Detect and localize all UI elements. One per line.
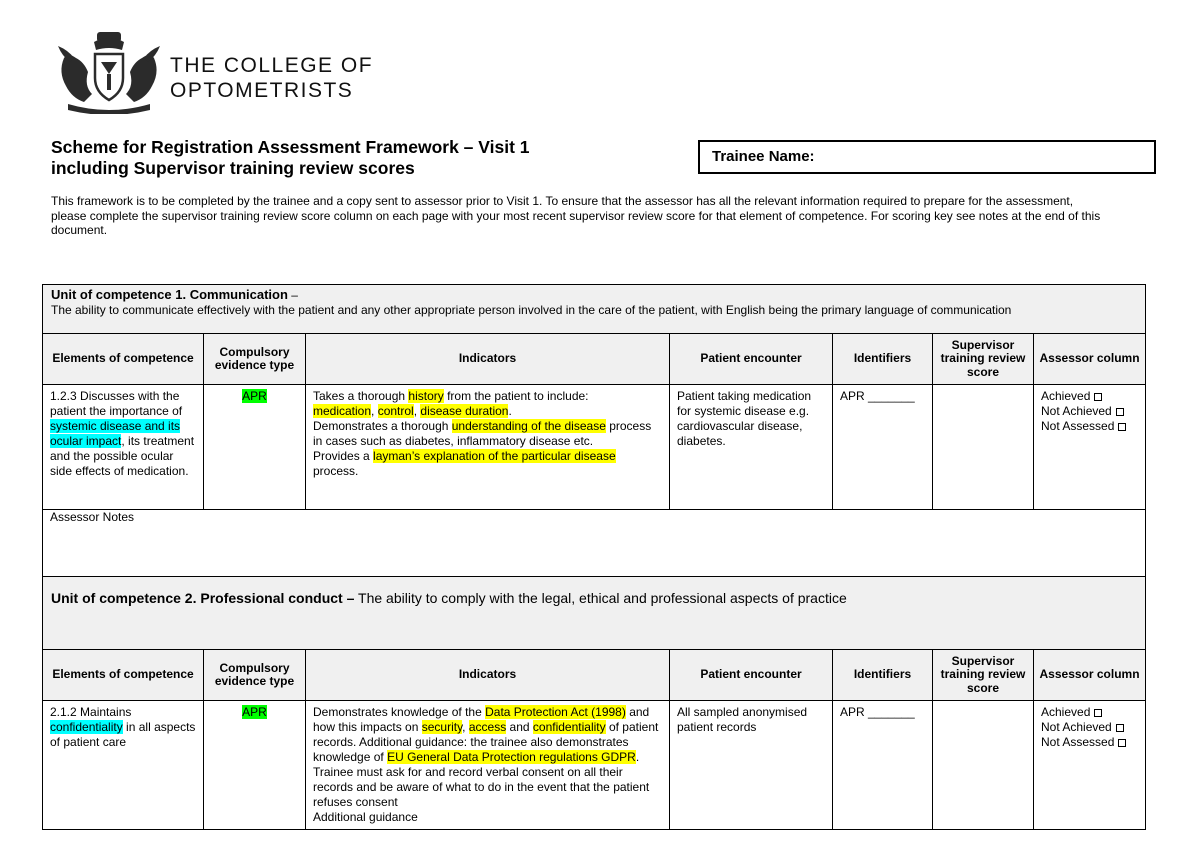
checkbox-icon[interactable]	[1094, 709, 1102, 717]
unit2-encounter: All sampled anonymised patient records	[670, 701, 833, 830]
col-elements: Elements of competence	[43, 650, 204, 701]
status-not-assessed[interactable]: Not Assessed	[1041, 735, 1138, 750]
unit1-row	[43, 385, 1146, 510]
status-not-achieved[interactable]: Not Achieved	[1041, 404, 1138, 419]
unit1-indicators: Takes a thorough history from the patient to include: medication, control, disease duration. Demonstrates a thorough understanding of the disease process in cases such as diabetes, inflammatory disease etc. Provides a layman’s explanation of the particular disease process.	[306, 385, 670, 510]
unit2-supervisor-score[interactable]	[933, 701, 1034, 830]
unit2-column-headers	[43, 650, 1146, 701]
trainee-name-label: Trainee Name:	[712, 148, 815, 165]
unit1-element: 1.2.3 Discusses with the patient the importance of systemic disease and its ocular impact, its treatment and the possible ocular side effects of medication.	[43, 385, 204, 510]
checkbox-icon[interactable]	[1118, 423, 1126, 431]
unit2-description: The ability to comply with the legal, ethical and professional aspects of practice	[354, 590, 847, 606]
assessor-notes-label: Assessor Notes	[50, 510, 135, 524]
col-assessor: Assessor column	[1034, 334, 1146, 385]
col-encounter: Patient encounter	[670, 650, 833, 701]
col-encounter: Patient encounter	[670, 334, 833, 385]
unit1-evidence	[204, 385, 306, 510]
unit1-supervisor-score[interactable]	[933, 385, 1034, 510]
col-identifiers: Identifiers	[833, 650, 933, 701]
col-supervisor: Supervisor training review score	[933, 334, 1034, 385]
apr-badge: APR	[242, 389, 267, 403]
trainee-name-field[interactable]	[698, 140, 1156, 174]
col-evidence: Compulsory evidence type	[204, 334, 306, 385]
checkbox-icon[interactable]	[1094, 393, 1102, 401]
unit2-row	[43, 701, 1146, 830]
unit2-indicators: Demonstrates knowledge of the Data Protection Act (1998) and how this impacts on security, access and confidentiality of patient records. Additional guidance: the trainee also demonstrates knowledge of EU General Data Protection regulations GDPR. Trainee must ask for and record verbal consent on all their records and be aware of what to do in the event that the patient refuses consent Additional guidance	[306, 701, 670, 830]
unit1-description: The ability to communicate effectively with the patient and any other appropriate person involved in the care of the patient, with English being the primary language of communication	[51, 303, 1012, 317]
checkbox-icon[interactable]	[1116, 724, 1124, 732]
unit2-assessor	[1034, 701, 1146, 830]
college-name-line1: THE COLLEGE OF	[170, 54, 374, 77]
col-elements: Elements of competence	[43, 334, 204, 385]
status-achieved[interactable]: Achieved	[1041, 705, 1138, 720]
unit1-identifiers[interactable]: APR _______	[833, 385, 933, 510]
competence-table	[42, 284, 1146, 830]
unit1-header	[43, 285, 1146, 334]
status-achieved[interactable]: Achieved	[1041, 389, 1138, 404]
unit2-element: 2.1.2 Maintains confidentiality in all aspects of patient care	[43, 701, 204, 830]
col-evidence: Compulsory evidence type	[204, 650, 306, 701]
unit2-identifiers[interactable]: APR _______	[833, 701, 933, 830]
unit1-assessor	[1034, 385, 1146, 510]
apr-badge: APR	[242, 705, 267, 719]
col-indicators: Indicators	[306, 650, 670, 701]
unit1-encounter: Patient taking medication for systemic disease e.g. cardiovascular disease, diabetes.	[670, 385, 833, 510]
college-name	[170, 53, 373, 103]
assessor-notes[interactable]	[43, 510, 1146, 577]
unit1-dash: –	[287, 288, 298, 302]
unit1-title: Unit of competence 1. Communication	[51, 287, 288, 302]
col-identifiers: Identifiers	[833, 334, 933, 385]
unit2-header	[43, 577, 1146, 650]
title-line1: Scheme for Registration Assessment Framework – Visit 1	[51, 137, 530, 157]
college-crest-logo	[54, 28, 164, 114]
unit1-column-headers	[43, 334, 1146, 385]
unit2-title: Unit of competence 2. Professional conduct –	[51, 590, 355, 606]
col-assessor: Assessor column	[1034, 650, 1146, 701]
college-name-line2: OPTOMETRISTS	[170, 79, 354, 102]
title-line2: including Supervisor training review scores	[51, 158, 415, 178]
intro-paragraph: This framework is to be completed by the trainee and a copy sent to assessor prior to Visit 1. To ensure that the assessor has all the relevant information required to prepare for the assessment, please complete the supervisor training review score column on each page with your most recent supervisor review score for that element of competence. For scoring key see notes at the end of this document.	[51, 194, 1101, 237]
document-title	[51, 137, 691, 179]
checkbox-icon[interactable]	[1118, 739, 1126, 747]
checkbox-icon[interactable]	[1116, 408, 1124, 416]
col-supervisor: Supervisor training review score	[933, 650, 1034, 701]
col-indicators: Indicators	[306, 334, 670, 385]
unit2-evidence	[204, 701, 306, 830]
status-not-achieved[interactable]: Not Achieved	[1041, 720, 1138, 735]
status-not-assessed[interactable]: Not Assessed	[1041, 419, 1138, 434]
